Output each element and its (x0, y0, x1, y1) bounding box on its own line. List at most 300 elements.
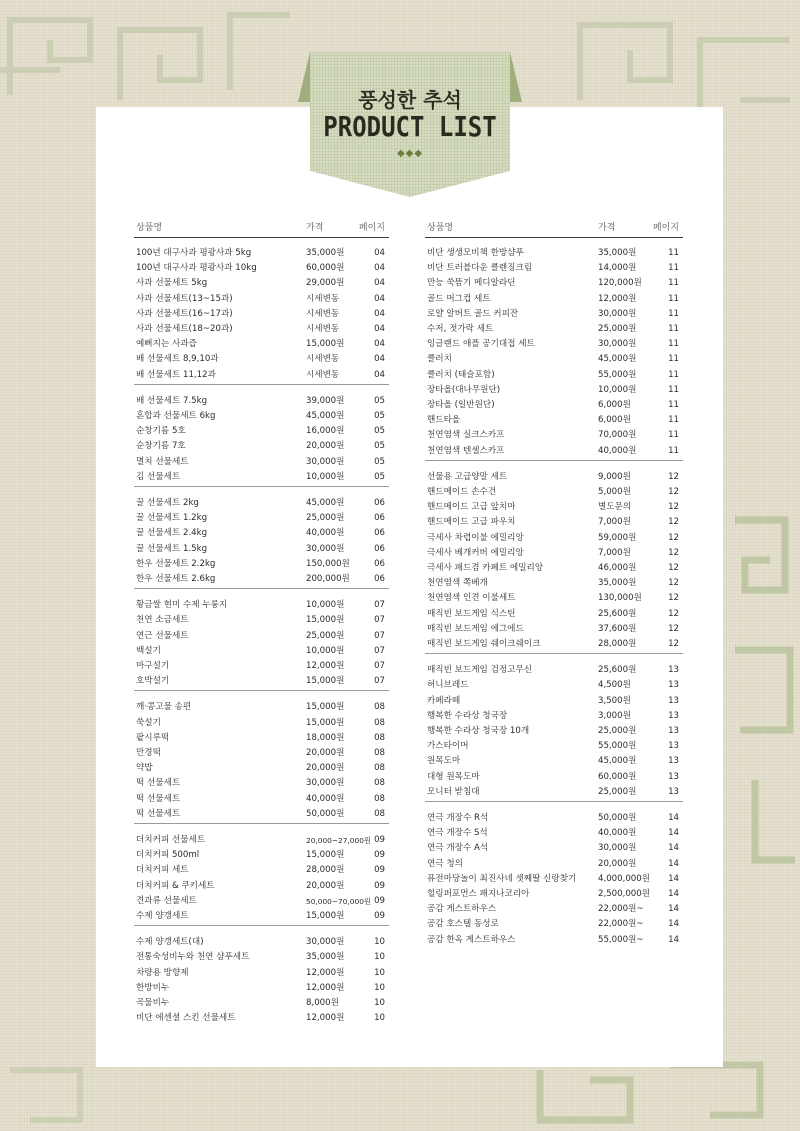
product-name: 핸드메이드 고급 앞치마 (427, 502, 516, 513)
product-name: 극세사 차렵이불 에밀리앙 (427, 532, 524, 543)
product-row (425, 322, 683, 337)
product-row (425, 246, 683, 261)
product-price: 14,000원 (598, 263, 637, 274)
product-price: 25,600원 (598, 608, 637, 619)
product-name: 순창기름 5호 (136, 426, 186, 437)
product-page: 05 (374, 456, 385, 467)
product-price: 12,000원 (306, 661, 345, 671)
product-page: 08 (374, 793, 385, 804)
product-row (134, 674, 389, 689)
product-price: 25,000원 (598, 786, 637, 797)
product-price: 7,000원 (598, 547, 631, 558)
product-price: 12,000원 (306, 982, 345, 993)
product-row (425, 841, 683, 856)
product-row (425, 307, 683, 322)
product-row (425, 337, 683, 352)
product-name: 더치커피 세트 (136, 865, 189, 876)
product-price: 30,000원 (306, 543, 345, 554)
product-row (425, 515, 683, 530)
product-row (134, 572, 389, 587)
product-price: 25,600원 (598, 665, 637, 676)
product-price: 10,000원 (306, 645, 345, 656)
product-price: 15,000원 (306, 850, 345, 861)
product-page: 08 (374, 717, 385, 728)
product-price: 12,000원 (306, 967, 345, 978)
product-name: 예뻐지는 사과즙 (136, 339, 197, 350)
product-page: 12 (668, 502, 679, 513)
product-name: 비단 트러블다운 클렌징크림 (427, 263, 533, 274)
product-price: 시세변동 (306, 308, 340, 319)
product-name: 떡 선물세트 (136, 778, 181, 789)
product-page: 09 (374, 895, 385, 906)
product-name: 연근 선물세트 (136, 630, 189, 641)
product-page: 13 (668, 726, 679, 736)
product-price: 20,000~27,000원 (306, 836, 372, 845)
product-name: 천연 소금세트 (136, 615, 189, 626)
product-page: 08 (374, 748, 385, 758)
product-page: 09 (374, 911, 385, 921)
product-page: 12 (668, 471, 679, 482)
product-price: 35,000원 (598, 248, 637, 258)
product-price: 7,000원 (598, 517, 631, 528)
product-page: 10 (374, 937, 385, 948)
product-page: 11 (668, 354, 679, 365)
product-row (425, 561, 683, 576)
product-row (134, 644, 389, 659)
product-page: 04 (374, 248, 385, 258)
product-row (425, 785, 683, 800)
product-row (134, 322, 389, 337)
product-price: 10,000원 (598, 384, 637, 395)
product-page: 10 (374, 952, 385, 963)
product-page: 04 (374, 324, 385, 334)
product-row (425, 622, 683, 637)
product-price: 28,000원 (598, 639, 637, 649)
product-page: 06 (374, 543, 385, 554)
product-name: 핸드메이드 손수건 (427, 487, 497, 497)
product-name: 깨·콩고물 송편 (136, 702, 192, 713)
lattice-pattern-bottom (520, 1060, 800, 1131)
product-name: 호박설기 (136, 676, 170, 687)
product-name: 혼합과 선물세트 6kg (136, 411, 216, 421)
product-price: 35,000원 (598, 578, 637, 589)
product-page: 13 (668, 741, 679, 752)
product-page: 14 (668, 858, 679, 869)
product-price: 50,000원 (598, 813, 637, 823)
product-price: 5,000원 (598, 487, 631, 497)
product-name: 한우 선물세트 2.6kg (136, 574, 216, 584)
product-row (134, 409, 389, 424)
product-name: 천연염색 실크스카프 (427, 430, 505, 441)
product-name: 사과 선물세트(18~20과) (136, 324, 233, 334)
product-row (134, 1011, 389, 1026)
product-name: 연극 개장수 A석 (427, 843, 489, 854)
product-row (425, 857, 683, 872)
product-row (425, 368, 683, 383)
product-price: 3,000원 (598, 710, 631, 721)
product-row (134, 863, 389, 878)
product-name: 매직빈 보드게임 식스틴 (427, 608, 516, 619)
product-page: 11 (668, 384, 679, 395)
product-price: 2,500,000원 (598, 889, 651, 899)
product-price: 40,000원 (598, 445, 637, 456)
product-page: 06 (374, 558, 385, 569)
product-name: 만능 쑥뜸기 메디알라딘 (427, 278, 516, 289)
product-name: 클러치 (태슬포함) (427, 369, 495, 380)
product-price: 20,000원 (306, 441, 345, 452)
group-divider (134, 823, 389, 824)
product-price: 15,000원 (306, 702, 345, 713)
product-price: 30,000원 (598, 308, 637, 319)
product-page: 10 (374, 1013, 385, 1024)
product-name: 꿀 선물세트 2kg (136, 498, 199, 508)
product-price: 55,000원 (598, 369, 637, 380)
product-row (134, 261, 389, 276)
product-price: 45,000원 (306, 411, 345, 421)
product-row (134, 511, 389, 526)
product-price: 130,000원 (598, 593, 642, 604)
product-price: 4,000,000원 (598, 873, 651, 884)
product-row (425, 352, 683, 367)
product-row (425, 607, 683, 622)
product-row (134, 935, 389, 950)
product-price: 35,000원 (306, 952, 345, 963)
product-name: 극세사 패드겸 카페트 에밀리앙 (427, 563, 544, 573)
product-name: 사과 선물세트(16~17과) (136, 308, 233, 319)
product-row (134, 439, 389, 454)
product-row (425, 485, 683, 500)
product-row (134, 337, 389, 352)
product-row (134, 761, 389, 776)
product-row (134, 394, 389, 409)
product-page: 11 (668, 278, 679, 289)
product-row (134, 776, 389, 791)
product-price: 50,000~70,000원 (306, 896, 372, 906)
product-name: 극세사 베개커버 에밀리앙 (427, 547, 524, 558)
product-name: 로얄 알버트 골드 커피잔 (427, 308, 519, 319)
product-name: 선물용 고급양말 세트 (427, 471, 508, 482)
lattice-pattern-top-left (0, 0, 300, 110)
product-price: 39,000원 (306, 395, 345, 406)
title-english: PRODUCT LIST (323, 110, 497, 144)
product-row (425, 546, 683, 561)
product-name: 매직빈 보드게임 에그에드 (427, 623, 524, 634)
product-row (425, 531, 683, 546)
group-divider (425, 653, 683, 654)
product-row (425, 413, 683, 428)
product-page: 05 (374, 395, 385, 406)
product-page: 10 (374, 967, 385, 978)
product-name: 수제 양갱세트(대) (136, 937, 204, 948)
product-row (134, 746, 389, 761)
product-price: 70,000원 (598, 430, 637, 441)
product-page: 09 (374, 865, 385, 876)
product-price: 10,000원 (306, 471, 345, 482)
product-row (134, 807, 389, 822)
product-price: 20,000원 (598, 858, 637, 869)
product-name: 행복한 수라상 청국장 (427, 710, 508, 721)
product-name: 꿀 선물세트 1.2kg (136, 513, 208, 524)
product-price: 55,000원 (598, 741, 637, 752)
product-row (134, 613, 389, 628)
product-price: 30,000원 (306, 778, 345, 789)
product-name: 100년 대구사과 평광사과 10kg (136, 263, 257, 274)
product-name: 허니브레드 (427, 680, 469, 691)
product-name: 전통숙성비누와 천연 샴푸세트 (136, 952, 250, 963)
product-price: 시세변동 (306, 324, 340, 334)
product-page: 09 (374, 880, 385, 891)
product-page: 05 (374, 426, 385, 437)
product-name: 더치커피 선물세트 (136, 835, 206, 845)
product-row (134, 894, 389, 909)
product-row (134, 598, 389, 613)
product-page: 06 (374, 528, 385, 539)
product-price: 30,000원 (306, 456, 345, 467)
product-page: 12 (668, 639, 679, 649)
product-price: 25,000원 (306, 513, 345, 524)
product-page: 14 (668, 889, 679, 899)
product-page: 05 (374, 441, 385, 452)
product-price: 50,000원 (306, 808, 345, 819)
group-divider (425, 801, 683, 802)
product-page: 10 (374, 982, 385, 993)
product-row (425, 428, 683, 443)
lattice-pattern-right (725, 500, 800, 900)
product-row (134, 276, 389, 291)
product-name: 비단 생생모비책 한방샴푸 (427, 248, 524, 258)
product-row (134, 700, 389, 715)
product-name: 연극 청의 (427, 858, 463, 869)
group-divider (134, 588, 389, 589)
product-name: 퓨전마당놀이 최진사네 셋째딸 신랑찾기 (427, 873, 577, 884)
product-row (425, 591, 683, 606)
product-name: 더치커피 500ml (136, 850, 200, 861)
group-divider (134, 486, 389, 487)
header-name: 상품명 (427, 223, 454, 233)
product-price: 29,000원 (306, 278, 345, 289)
product-name: 공감 한옥 게스트하우스 (427, 934, 516, 945)
product-page: 06 (374, 513, 385, 524)
product-page: 07 (374, 630, 385, 641)
product-row (134, 629, 389, 644)
product-name: 공감 게스트하우스 (427, 904, 497, 915)
product-page: 13 (668, 680, 679, 691)
product-price: 55,000원~ (598, 934, 644, 945)
product-row (134, 966, 389, 981)
product-price: 시세변동 (306, 293, 340, 304)
product-page: 07 (374, 676, 385, 687)
product-name: 매직빈 보드게임 쉐이크쉐이크 (427, 639, 541, 649)
product-page: 13 (668, 665, 679, 676)
product-name: 떡 선물세트 (136, 793, 181, 804)
product-row (134, 981, 389, 996)
product-name: 마구설기 (136, 661, 170, 671)
product-price: 12,000원 (598, 293, 637, 304)
product-row (425, 887, 683, 902)
product-page: 04 (374, 339, 385, 350)
product-row (134, 307, 389, 322)
product-price: 60,000원 (598, 771, 637, 782)
lattice-pattern-bottom-left (0, 1060, 100, 1131)
product-name: 카페라떼 (427, 695, 461, 706)
product-page: 14 (668, 843, 679, 854)
product-row (134, 950, 389, 965)
header-name: 상품명 (136, 223, 163, 233)
product-name: 장타올(대나무원단) (427, 384, 501, 395)
product-price: 10,000원 (306, 600, 345, 611)
product-row (134, 542, 389, 557)
product-price: 30,000원 (306, 937, 345, 948)
product-price: 15,000원 (306, 339, 345, 350)
product-name: 천연염색 쪽베개 (427, 578, 488, 589)
product-price: 59,000원 (598, 532, 637, 543)
title-ornament-icon: ◆◆◆ (396, 148, 424, 159)
banner-fold-right (510, 52, 522, 102)
product-price: 22,000원~ (598, 904, 644, 915)
product-row (425, 902, 683, 917)
product-row (425, 872, 683, 887)
product-name: 차량용 방향제 (136, 967, 189, 978)
group-divider (134, 384, 389, 385)
product-row (425, 826, 683, 841)
product-page: 13 (668, 695, 679, 706)
product-price: 46,000원 (598, 563, 637, 573)
product-name: 100년 대구사과 평광사과 5kg (136, 248, 252, 258)
product-row (134, 557, 389, 572)
title-korean: 풍성한 추석 (358, 88, 462, 112)
product-name: 잉글랜드 애플 공기대접 세트 (427, 339, 535, 350)
product-row (134, 792, 389, 807)
product-page: 11 (668, 324, 679, 334)
product-row (134, 731, 389, 746)
product-price: 60,000원 (306, 263, 345, 274)
product-name: 모니터 받침대 (427, 786, 480, 797)
product-row (134, 526, 389, 541)
product-name: 한우 선물세트 2.2kg (136, 558, 216, 569)
product-row (425, 739, 683, 754)
product-row (425, 754, 683, 769)
product-page: 07 (374, 661, 385, 671)
header-page: 페이지 (358, 223, 385, 233)
product-row (134, 848, 389, 863)
product-price: 25,000원 (598, 726, 637, 736)
product-price: 37,600원 (598, 623, 637, 634)
product-name: 수저, 젓가락 세트 (427, 324, 494, 334)
product-price: 15,000원 (306, 676, 345, 687)
product-name: 곡물비누 (136, 998, 170, 1008)
product-row (425, 276, 683, 291)
column-header (134, 220, 389, 238)
product-page: 12 (668, 487, 679, 497)
product-price: 20,000원 (306, 763, 345, 774)
product-page: 11 (668, 400, 679, 410)
product-page: 12 (668, 532, 679, 543)
product-name: 행복한 수라상 청국장 10개 (427, 726, 530, 736)
product-page: 11 (668, 339, 679, 350)
product-page: 13 (668, 786, 679, 797)
product-row (425, 470, 683, 485)
product-price: 25,000원 (598, 324, 637, 334)
product-price: 45,000원 (598, 354, 637, 365)
product-row (425, 917, 683, 932)
product-name: 배 선물세트 8,9,10과 (136, 354, 219, 365)
product-row (425, 724, 683, 739)
product-row (425, 398, 683, 413)
product-name: 떡 선물세트 (136, 808, 181, 819)
product-name: 배 선물세트 11,12과 (136, 369, 216, 380)
product-page: 07 (374, 615, 385, 626)
product-price: 20,000원 (306, 748, 345, 758)
product-price: 120,000원 (598, 278, 642, 289)
product-row (134, 470, 389, 485)
product-price: 12,000원 (306, 1013, 345, 1024)
product-row (134, 659, 389, 674)
product-name: 팥시루떡 (136, 732, 170, 743)
product-name: 천연염색 인견 이불세트 (427, 593, 516, 604)
product-page: 12 (668, 593, 679, 604)
product-name: 사과 선물세트(13~15과) (136, 293, 233, 304)
product-page: 14 (668, 873, 679, 884)
product-row (134, 352, 389, 367)
product-name: 쑥설기 (136, 717, 161, 728)
product-page: 12 (668, 563, 679, 573)
product-price: 8,000원 (306, 998, 339, 1008)
product-page: 07 (374, 600, 385, 611)
product-row (134, 496, 389, 511)
product-row (134, 455, 389, 470)
product-price: 30,000원 (598, 339, 637, 350)
product-page: 14 (668, 934, 679, 945)
product-row (425, 261, 683, 276)
product-page: 05 (374, 411, 385, 421)
product-row (425, 637, 683, 652)
product-price: 45,000원 (306, 498, 345, 508)
product-price: 3,500원 (598, 695, 631, 706)
header-price: 가격 (598, 223, 616, 233)
product-price: 150,000원 (306, 558, 350, 569)
product-name: 만경떡 (136, 748, 161, 758)
product-row (425, 933, 683, 948)
product-name: 핸드타올 (427, 415, 461, 426)
product-page: 13 (668, 756, 679, 767)
product-row (425, 576, 683, 591)
product-page: 04 (374, 263, 385, 274)
product-row (134, 716, 389, 731)
product-page: 06 (374, 574, 385, 584)
lattice-pattern-top-right (560, 0, 800, 120)
product-row (134, 996, 389, 1011)
product-price: 40,000원 (598, 828, 637, 839)
product-price: 4,500원 (598, 680, 631, 691)
product-name: 약밥 (136, 763, 153, 774)
product-name: 꿀 선물세트 2.4kg (136, 528, 208, 539)
product-page: 08 (374, 732, 385, 743)
product-name: 매직빈 보드게임 검정고무신 (427, 665, 533, 676)
product-row (134, 909, 389, 924)
product-row (425, 694, 683, 709)
column-header (425, 220, 683, 238)
product-page: 14 (668, 919, 679, 930)
product-page: 12 (668, 578, 679, 589)
product-price: 45,000원 (598, 756, 637, 767)
product-page: 07 (374, 645, 385, 656)
product-page: 11 (668, 293, 679, 304)
group-divider (134, 925, 389, 926)
product-name: 연극 개장수 R석 (427, 813, 489, 823)
product-page: 11 (668, 308, 679, 319)
product-price: 15,000원 (306, 615, 345, 626)
product-price: 40,000원 (306, 528, 345, 539)
